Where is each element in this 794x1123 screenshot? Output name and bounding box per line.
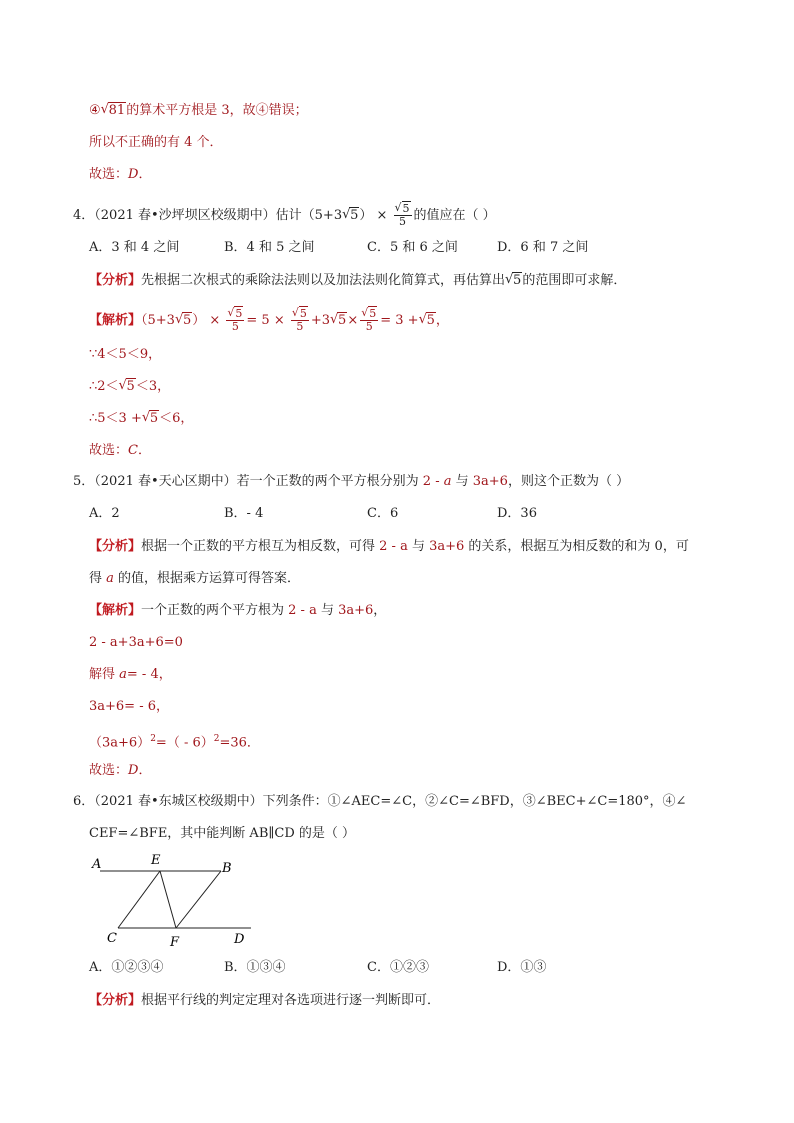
label-f: F (170, 935, 180, 950)
solution-tag: 【解析】 (89, 313, 142, 328)
expr-part: ， (435, 313, 449, 328)
fraction (291, 308, 309, 333)
segment-ef (160, 871, 176, 928)
q6-stem-line-2: CEF=∠BFE，其中能判断 AB∥CD 的是（ ） (89, 826, 356, 841)
prev-line1-text: 的算术平方根是 3，故④错误； (126, 103, 308, 118)
expr-part: 2 - a (288, 603, 317, 618)
q4-stem-mid: ） × (359, 208, 388, 223)
radicand: 5 (513, 273, 522, 288)
q4-step-2 (89, 377, 170, 397)
q5-step-2 (89, 665, 172, 685)
fraction (360, 308, 378, 333)
denominator: 5 (231, 320, 239, 333)
circled-number: ④ (89, 103, 101, 118)
q5-stem (73, 472, 629, 492)
expr-part: （3a+6） (89, 735, 151, 751)
fraction (226, 308, 244, 333)
denominator: 5 (296, 320, 304, 333)
q6-option-b: B．①③④ (224, 960, 286, 975)
label-a: A (92, 857, 102, 872)
expr-part: × (347, 313, 359, 328)
q5-option-b: B．- 4 (224, 506, 264, 521)
text-part: 根据一个正数的平方根互为相反数，可得 (141, 539, 380, 554)
q4-solution (89, 307, 449, 333)
answer-letter: C (128, 443, 138, 458)
variable: a (106, 571, 114, 586)
prev-answer-line (89, 165, 151, 185)
parallel-lines-figure (88, 850, 258, 950)
answer-prefix: 故选： (89, 167, 129, 182)
q5-solution (89, 601, 386, 621)
q4-analysis (89, 271, 626, 291)
expr-part: ＜3， (135, 379, 171, 394)
text-part: 一个正数的两个平方根为 (141, 603, 289, 618)
q5-stem-part: ，则这个正数为（ ） (507, 474, 630, 489)
q5-stem-part: 与 (451, 474, 473, 489)
radicand: 5 (299, 307, 307, 320)
exponent: 2 (213, 734, 220, 744)
answer-suffix: ． (137, 443, 151, 458)
sqrt-5 (419, 311, 436, 331)
expr-part: ＜6， (159, 411, 194, 426)
q5-stem-part: 5．（2021 春•天心区期中）若一个正数的两个平方根分别为 (73, 474, 423, 489)
q4-stem (73, 202, 496, 228)
q6-option-d: D．①③ (497, 960, 547, 975)
analysis-tag: 【分析】 (89, 993, 142, 1008)
expr-part: ∴2＜ (89, 379, 119, 394)
q4-step-1: ∵4＜5＜9， (89, 347, 162, 362)
q5-option-c: C．6 (367, 506, 399, 521)
analysis-suffix: 的范围即可求解． (522, 273, 627, 288)
expr-part: 3a+6 (472, 474, 508, 489)
segment-ec (118, 871, 160, 928)
solution-tag: 【解析】 (89, 603, 142, 618)
q5-option-a: A．2 (89, 506, 120, 521)
expr-part: +3 (310, 313, 331, 328)
text-part: 与 (316, 603, 339, 618)
answer-prefix: 故选： (89, 443, 129, 458)
radicand: 5 (350, 208, 359, 223)
expr-part: 3a+6 (429, 539, 465, 554)
q4-stem-prefix: 4．（2021 春•沙坪坝区校级期中）估计（5+3 (73, 208, 343, 223)
expr-part: 2 - a (379, 539, 408, 554)
exponent: 2 (150, 734, 156, 744)
expr-part: 3a+6 (338, 603, 374, 618)
q5-answer-line (89, 761, 151, 781)
q5-analysis-line-2 (89, 569, 300, 589)
q5-step-4 (89, 729, 260, 749)
text-part: 的值，根据乘方运算可得答案． (113, 571, 301, 586)
q4-option-d: D．6 和 7 之间 (497, 240, 589, 255)
variable: a (119, 667, 127, 682)
fraction (394, 203, 412, 228)
answer-prefix: 故选： (89, 763, 129, 778)
radicand: 5 (126, 379, 135, 394)
answer-letter: D (128, 763, 139, 778)
q4-answer-line (89, 441, 151, 461)
prev-line-1 (89, 101, 308, 121)
q4-option-c: C．5 和 6 之间 (367, 240, 458, 255)
q5-option-d: D．36 (497, 506, 537, 521)
text-part: 与 (407, 539, 430, 554)
text-part: 解得 (89, 667, 120, 682)
expr-part: （5+3 (141, 313, 175, 328)
expr-part: = 3 + (380, 313, 419, 328)
analysis-tag: 【分析】 (89, 273, 142, 288)
expr-part: = 5 × (246, 313, 285, 328)
text-part: 的关系，根据互为相反数的和为 0，可 (464, 539, 689, 554)
analysis-text: 根据平行线的判定定理对各选项进行逐一判断即可． (141, 993, 441, 1008)
q5-step-3: 3a+6= - 6， (89, 699, 170, 714)
denominator: 5 (365, 320, 373, 333)
radicand: 5 (369, 307, 377, 320)
sqrt-5 (505, 271, 522, 291)
radicand: 5 (338, 313, 347, 328)
expr-part: =（ - 6） (155, 735, 214, 751)
label-e: E (151, 853, 161, 868)
expr-part: ∴5＜3 + (89, 411, 142, 426)
q4-stem-suffix: 的值应在（ ） (413, 208, 496, 223)
sqrt-5 (175, 311, 192, 331)
q6-option-a: A．①②③④ (89, 960, 164, 975)
sqrt-5 (330, 311, 347, 331)
segment-bf (176, 871, 221, 928)
radicand: 81 (108, 103, 126, 118)
expr-part: = - 4， (126, 667, 172, 682)
q6-analysis (89, 991, 440, 1011)
q4-option-b: B．4 和 5 之间 (224, 240, 315, 255)
q4-step-3 (89, 409, 193, 429)
sqrt-5 (119, 377, 136, 397)
q5-step-1: 2 - a+3a+6=0 (89, 635, 183, 650)
q4-option-a: A．3 和 4 之间 (89, 240, 180, 255)
label-d: D (234, 932, 245, 947)
variable: a (443, 474, 452, 489)
sqrt-5 (142, 409, 159, 429)
analysis-text: 先根据二次根式的乘除法法则以及加法法则化简算式，再估算出 (141, 273, 506, 288)
answer-suffix: ． (138, 167, 152, 182)
radicand: 5 (149, 411, 159, 426)
answer-letter: D (128, 167, 139, 182)
text-part: 得 (89, 571, 107, 586)
sqrt-81 (101, 101, 127, 121)
label-c: C (107, 931, 117, 946)
text-part: ， (373, 603, 387, 618)
q6-option-c: C．①②③ (367, 960, 429, 975)
q5-analysis-line-1 (89, 537, 689, 557)
analysis-tag: 【分析】 (89, 539, 142, 554)
label-b: B (222, 861, 232, 876)
radicand: 5 (235, 307, 243, 320)
answer-suffix: ． (138, 763, 152, 778)
radicand: 5 (402, 202, 410, 215)
expr-part: ） × (192, 313, 221, 328)
denominator: 5 (399, 215, 407, 228)
expr-part: 2 - (422, 474, 444, 489)
sqrt-5 (342, 206, 359, 226)
q6-stem-line-1: 6．（2021 春•东城区校级期中）下列条件：①∠AEC=∠C，②∠C=∠BFD，③∠BEC+∠C=180°，④∠ (73, 794, 687, 809)
expr-part: =36． (219, 735, 260, 751)
radicand: 5 (426, 313, 435, 328)
prev-line-2: 所以不正确的有 4 个． (89, 135, 223, 150)
radicand: 5 (182, 313, 192, 328)
